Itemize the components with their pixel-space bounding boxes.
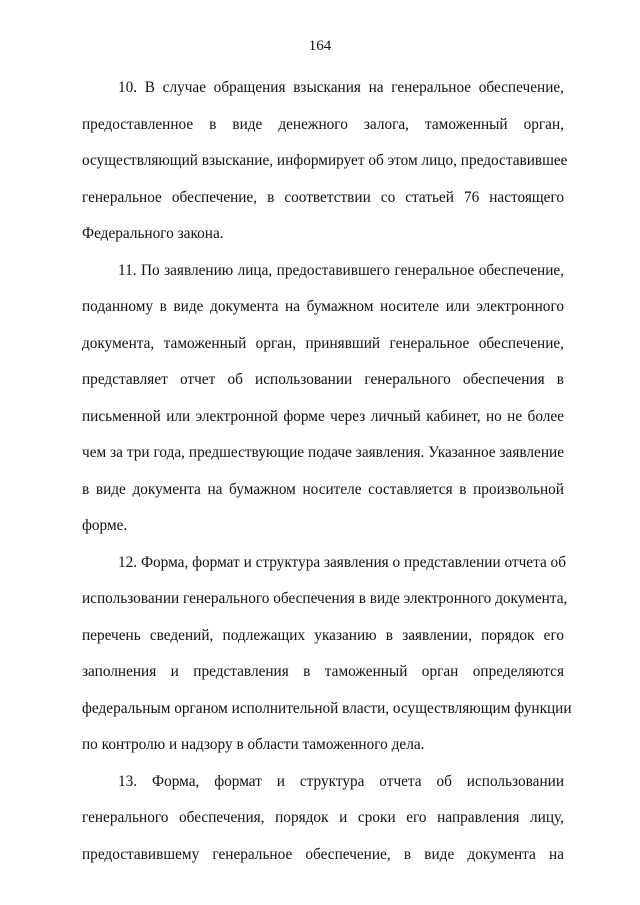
text-line: форме. — [82, 517, 128, 534]
text-line: использовании генерального обеспечения в виде электронного документа, — [82, 590, 568, 607]
paragraph-13 — [82, 772, 564, 882]
text-line: по контролю и надзору в области таможенного дела. — [82, 736, 425, 753]
text-line: предоставленное в виде денежного залога, таможенный орган, — [82, 115, 564, 133]
paragraph-12 — [82, 553, 572, 772]
text-line: чем за три года, предшествующие подаче заявления. Указанное заявление — [82, 444, 564, 461]
text-line: предоставившему генеральное обеспечение, в виде документа на — [82, 845, 564, 863]
text-line: представляет отчет об использовании генерального обеспечения в — [82, 371, 564, 388]
paragraph-10 — [82, 78, 568, 261]
text-line: заполнения и представления в таможенный орган определяются — [82, 663, 564, 680]
text-line: 10. В случае обращения взыскания на генеральное обеспечение, — [118, 79, 564, 96]
text-line: генеральное обеспечение, в соответствии со статьей 76 настоящего — [82, 188, 564, 206]
text-line: 13. Форма, формат и структура отчета об использовании — [118, 772, 564, 790]
document-body — [82, 78, 572, 881]
text-line: перечень сведений, подлежащих указанию в заявлении, порядок его — [82, 626, 564, 644]
page-number: 164 — [308, 38, 332, 54]
text-line: документа, таможенный орган, принявший генеральное обеспечение, — [82, 334, 564, 352]
text-line: 11. По заявлению лица, предоставившего генеральное обеспечение, — [118, 261, 564, 279]
text-line: 12. Форма, формат и структура заявления о представлении отчета об — [118, 553, 566, 571]
text-line: осуществляющий взыскание, информирует об этом лицо, предоставившее — [82, 152, 568, 169]
paragraph-11 — [82, 261, 564, 553]
text-line: в виде документа на бумажном носителе составляется в произвольной — [82, 480, 564, 498]
text-line: Федерального закона. — [82, 225, 224, 242]
text-line: письменной или электронной форме через личный кабинет, но не более — [82, 407, 564, 425]
text-line: генерального обеспечения, порядок и сроки его направления лицу, — [82, 809, 564, 826]
text-line: федеральным органом исполнительной власти, осуществляющим функции — [82, 699, 572, 717]
text-line: поданному в виде документа на бумажном носителе или электронного — [82, 298, 564, 315]
